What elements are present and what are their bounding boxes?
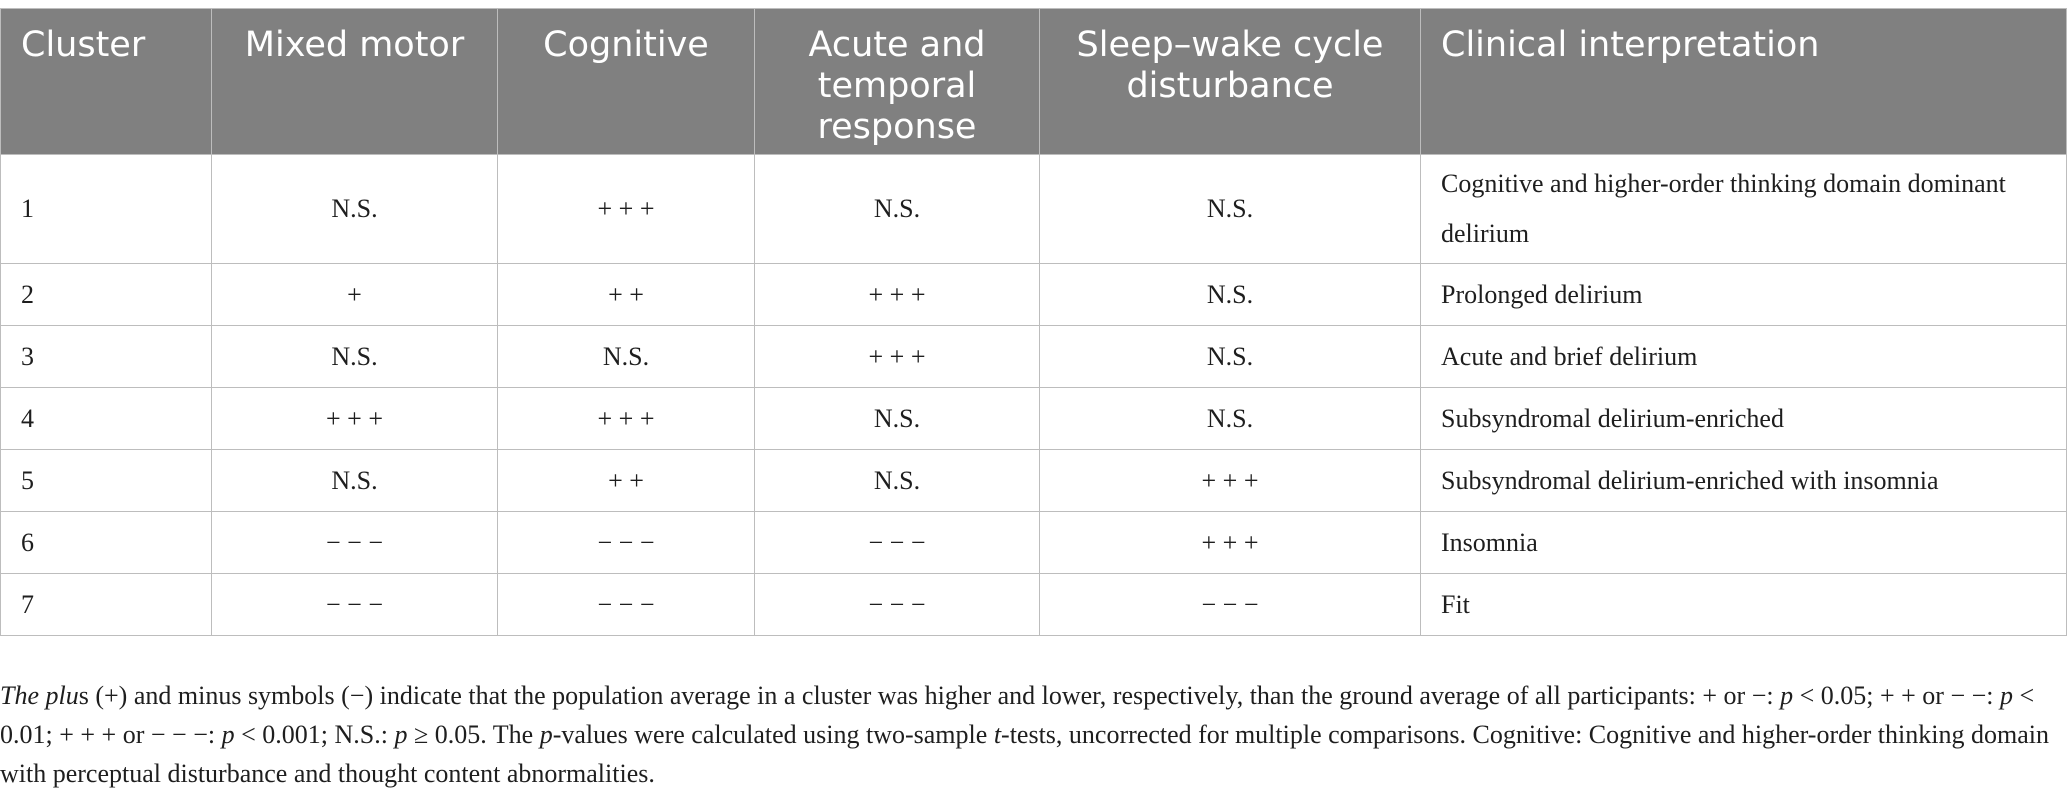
cell-acute: − − − [755, 512, 1040, 574]
cell-mixed-motor: N.S. [212, 155, 498, 264]
cell-cognitive: + + [498, 264, 755, 326]
cell-interpretation: Cognitive and higher-order thinking domain dominant delirium [1421, 155, 2067, 264]
cell-cognitive: − − − [498, 512, 755, 574]
table-row [1, 326, 2067, 388]
footnote-text: ≥ 0.05. The [407, 720, 540, 749]
cell-mixed-motor: − − − [212, 574, 498, 636]
cluster-table [0, 8, 2067, 636]
cell-sleep: − − − [1040, 574, 1421, 636]
cell-sleep: N.S. [1040, 388, 1421, 450]
header-clinical-interpretation: Clinical interpretation [1421, 9, 2067, 155]
cell-acute: N.S. [755, 155, 1040, 264]
footnote-p-symbol: p [2000, 681, 2014, 710]
cell-mixed-motor: N.S. [212, 326, 498, 388]
cell-acute: N.S. [755, 388, 1040, 450]
cell-sleep: N.S. [1040, 264, 1421, 326]
footnote-text: -values were calculated using two-sample [552, 720, 994, 749]
header-cluster: Cluster [1, 9, 212, 155]
cell-interpretation: Prolonged delirium [1421, 264, 2067, 326]
cell-mixed-motor: + + + [212, 388, 498, 450]
cell-cognitive: + + + [498, 155, 755, 264]
table-footnote [0, 676, 2060, 793]
header-cognitive: Cognitive [498, 9, 755, 155]
cell-cluster: 5 [1, 450, 212, 512]
cell-cluster: 7 [1, 574, 212, 636]
cell-cluster: 2 [1, 264, 212, 326]
table-row [1, 388, 2067, 450]
cell-cognitive: − − − [498, 574, 755, 636]
table-row [1, 512, 2067, 574]
cell-cluster: 4 [1, 388, 212, 450]
cell-interpretation: Fit [1421, 574, 2067, 636]
footnote-p-symbol: p [539, 720, 553, 749]
cell-acute: + + + [755, 264, 1040, 326]
cell-acute: − − − [755, 574, 1040, 636]
footnote-p-symbol: p [1780, 681, 1794, 710]
cell-cluster: 6 [1, 512, 212, 574]
cell-cognitive: + + + [498, 388, 755, 450]
cell-cognitive: + + [498, 450, 755, 512]
table-row [1, 574, 2067, 636]
footnote-text: < 0.01; + + + or − − −: [0, 681, 2035, 749]
cell-sleep: + + + [1040, 450, 1421, 512]
cell-acute: + + + [755, 326, 1040, 388]
footnote-text: -tests, uncorrected for multiple comparisons. Cognitive: Cognitive and higher-order thinking domain with perceptual disturbance and thought content abnormalities. [0, 720, 2049, 788]
footnote-text: < 0.001; N.S.: [234, 720, 395, 749]
cell-mixed-motor: − − − [212, 512, 498, 574]
cell-interpretation: Insomnia [1421, 512, 2067, 574]
table-row [1, 155, 2067, 264]
cell-interpretation: Subsyndromal delirium-enriched [1421, 388, 2067, 450]
footnote-text: < 0.05; + + or − −: [1793, 681, 2001, 710]
cell-acute: N.S. [755, 450, 1040, 512]
cell-cluster: 1 [1, 155, 212, 264]
footnote-p-symbol: p [394, 720, 408, 749]
footnote-text: s (+) and minus symbols (−) indicate that the population average in a cluster was higher and lower, respectively, than the ground average of all participants: + or −: [78, 681, 1781, 710]
header-mixed-motor: Mixed motor [212, 9, 498, 155]
table-header-row [1, 9, 2067, 155]
cell-interpretation: Acute and brief delirium [1421, 326, 2067, 388]
cell-sleep: N.S. [1040, 326, 1421, 388]
footnote-plus-word: The plu [0, 681, 79, 710]
cell-sleep: + + + [1040, 512, 1421, 574]
cell-sleep: N.S. [1040, 155, 1421, 264]
table-row [1, 450, 2067, 512]
cell-interpretation: Subsyndromal delirium-enriched with insomnia [1421, 450, 2067, 512]
footnote-t-symbol: t [993, 720, 1002, 749]
footnote-p-symbol: p [221, 720, 235, 749]
header-sleep-wake: Sleep–wake cycle disturbance [1040, 9, 1421, 155]
cell-mixed-motor: N.S. [212, 450, 498, 512]
cell-cognitive: N.S. [498, 326, 755, 388]
cell-cluster: 3 [1, 326, 212, 388]
cell-mixed-motor: + [212, 264, 498, 326]
header-acute-temporal: Acute and temporal response [755, 9, 1040, 155]
table-row [1, 264, 2067, 326]
